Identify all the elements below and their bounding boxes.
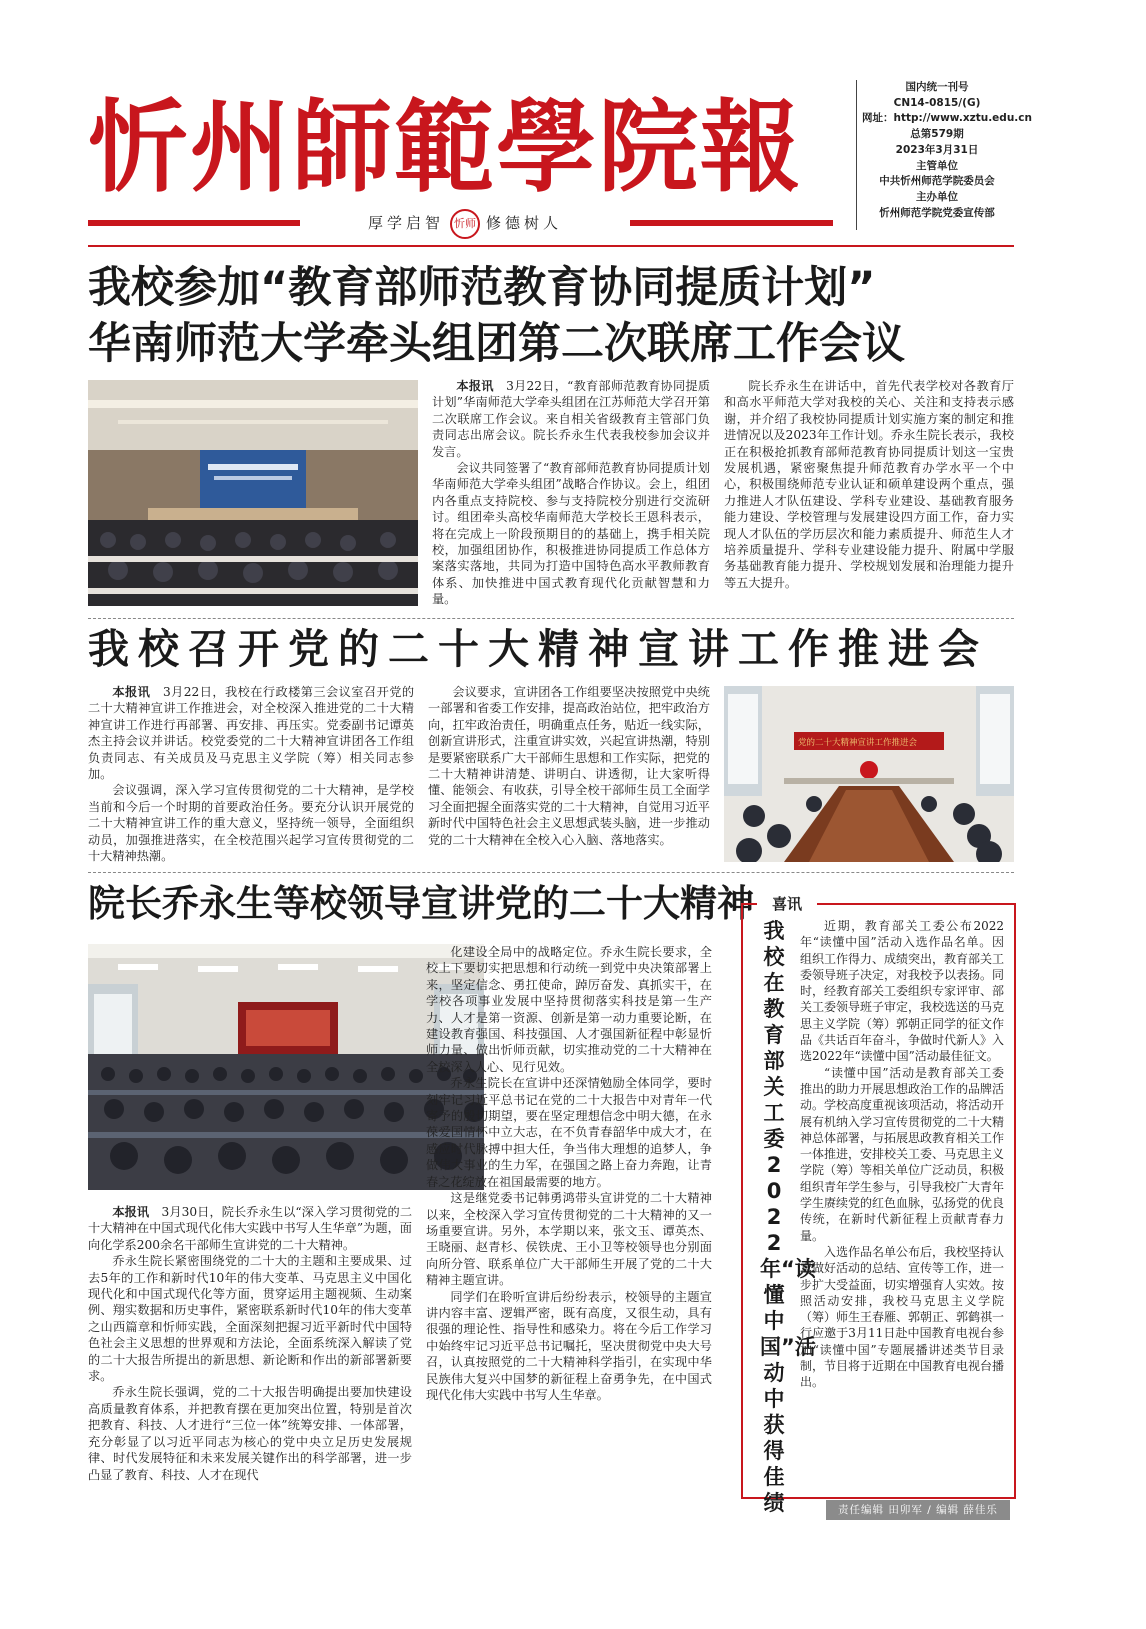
article3-paragraph: 乔永生院长在宣讲中还深情勉励全体同学，要时刻牢记习近平总书记在党的二十大报告中对青年一代寄予的殷切期望，要在坚定理想信念中明大德，在永葆爱国情怀中立大志，在不负青春韶华中成大才，在感应时代脉搏中担大任，争当伟大理想的追梦人，争做伟大事业的生力军，在强国之路上奋力奔跑，让青春之花绽放在祖国最需要的地方。 <box>426 1076 712 1189</box>
article1-column1 <box>432 378 710 610</box>
article3-paragraph: 3月30日，院长乔永生以“深入学习贯彻党的二十大精神在中国式现代化伟大实践中书写人生华章”为题，面向化学系200余名干部师生宣讲党的二十大精神。 <box>88 1205 412 1252</box>
info-divider <box>856 80 857 230</box>
meeting-banner-text: 党的二十大精神宣讲工作推进会 <box>798 738 918 748</box>
article1-paragraph: 3月22日，“教育部师范教育协同提质计划”华南师范大学牵头组团在江苏师范大学召开第二次联席工作会议。来自相关省级教育主管部门负责同志出席会议。院长乔永生代表我校参加会议并发言。 <box>432 379 710 459</box>
section-divider <box>88 618 1014 619</box>
info-line: 总第579期 <box>910 128 964 141</box>
good-news-title: 我校在教育部关工委2022年“读懂中国”活动中获得佳绩 <box>760 919 816 1515</box>
article1-column2 <box>724 378 1014 610</box>
article2-column2 <box>428 684 710 864</box>
article2-photo <box>724 686 1014 862</box>
masthead-title: 忻州師範學院報 <box>88 88 802 206</box>
article1-headline-line2: 华南师范大学牵头组团第二次联席工作会议 <box>88 319 905 369</box>
info-line: 国内统一刊号 <box>905 81 969 93</box>
info-line: 网址：http://www.xztu.edu.cn <box>862 112 1032 125</box>
info-line: CN14-0815/(G) <box>893 96 981 109</box>
motto-left: 厚学启智 <box>367 214 444 232</box>
info-line: 2023年3月31日 <box>895 143 979 156</box>
motto-right: 修德树人 <box>486 214 563 232</box>
article3-paragraph: 这是继党委书记韩勇鸿带头宣讲党的二十大精神以来，全校深入学习宣传贯彻党的二十大精神的又一场重要宣讲。另外，本学期以来，张文玉、谭英杰、王晓丽、赵青杉、侯铁虎、王小卫等校领导也分别面向所分管、联系单位广大干部师生开展了党的二十大精神主题宣讲。 <box>426 1191 712 1288</box>
article3-paragraph: 乔永生院长紧密围绕党的二十大的主题和主要成果、过去5年的工作和新时代10年的伟大变革、马克思主义中国化现代化和中国式现代化等方面，贯穿运用主题视频、生动案例、翔实数据和历史事件，紧密联系新时代10年的伟大变革之山西篇章和忻师实践，全面深刻把握习近平新时代中国特色社会主义思想的世界观和方法论，全面系统深入解读了党的二十大报告所提出的新思想、新论断和作出的新部署新要求。 <box>88 1254 412 1384</box>
article3-photo <box>88 944 484 1190</box>
good-news-text <box>800 918 1004 1488</box>
article1-photo <box>88 380 418 606</box>
article3-lead: 本报讯 <box>112 1205 150 1219</box>
article2-headline: 我校召开党的二十大精神宣讲工作推进会 <box>88 625 988 673</box>
article3-column2 <box>426 944 712 1502</box>
info-line: 中共忻州师范学院委员会 <box>879 175 995 188</box>
good-news-tag: 喜讯 <box>757 892 817 916</box>
article2-paragraph: 会议要求，宣讲团各工作组要坚决按照党中央统一部署和省委工作安排，提高政治站位，把牢政治方向，扛牢政治责任，明确重点任务，贴近一线实际，创新宣讲形式，注重宣讲实效，兴起宣讲热潮，特别是要紧密联系广大干部师生思想和工作实际，把党的二十大精神讲清楚、讲明白、讲透彻，让大家听得懂、能领会、有收获，引导全校干部师生员工全面学习全面把握全面落实党的二十大精神，自觉用习近平新时代中国特色社会主义思想武装头脑，进一步推动党的二十大精神在全校入心入脑、落地落实。 <box>428 685 710 847</box>
article2-paragraph: 3月22日，我校在行政楼第三会议室召开党的二十大精神宣讲工作推进会，对全校深入推进党的二十大精神宣讲工作进行再部署、再安排、再压实。党委副书记谭英杰主持会议并讲话。校党委党的二十大精神宣讲团各工作组负责同志、有关成员及马克思主义学院（筹）相关同志参加。 <box>88 685 414 782</box>
article3-column1 <box>88 1204 412 1502</box>
editor-credit: 责任编辑 田卯军 / 编辑 薛佳乐 <box>826 1500 1010 1520</box>
lecture-hall-photo <box>88 944 484 1190</box>
good-news-paragraph: 入选作品名单公布后，我校坚持认真做好活动的总结、宣传等工作，进一步扩大受益面，切实增强育人实效。按照活动安排，我校马克思主义学院（筹）师生王春雁、郭朝正、郭鹤祺一行应邀于3月11日赴中国教育电视台参加“读懂中国”专题展播讲述类节目录制，节目将于近期在中国教育电视台播出。 <box>800 1244 1004 1390</box>
section-divider <box>88 872 1014 873</box>
article2-paragraph: 会议强调，深入学习宣传贯彻党的二十大精神，是学校当前和今后一个时期的首要政治任务。要充分认识开展党的二十大精神宣讲工作的重大意义，坚持统一领导，全面组织动员，加强推进落实，在全校范围兴起学习宣传贯彻党的二十大精神热潮。 <box>88 783 414 864</box>
good-news-paragraph: 近期，教育部关工委公布2022年“读懂中国”活动入选作品名单。因组织工作得力、成绩突出，教育部关工委领导班子决定，对我校予以表扬。同时，经教育部关工委组织专家评审、部关工委领导班子审定，我校选送的马克思主义学院（筹）郭朝正同学的征文作品《共话百年奋斗，争做时代新人》入选2022年“读懂中国”活动最佳征文。 <box>800 919 1004 1064</box>
article3-headline: 院长乔永生等校领导宣讲党的二十大精神 <box>88 882 754 925</box>
article1-paragraph: 院长乔永生在讲话中，首先代表学校对各教育厅和高水平师范大学对我校的关心、关注和支持表示感谢，并介绍了我校协同提质计划实施方案的制定和推进情况以及2023年工作计划。乔永生院长表示，我校正在积极抢抓教育部师范教育协同提质计划这一宝贵发展机遇，紧密聚焦提升师范教育办学水平一个中心，积极围绕师范专业认证和硕单建设两个重点，强力推进人才队伍建设、学科专业建设、基础教育服务能力建设、学校管理与发展建设四方面工作，奋力实现人才队伍的学历层次和能力素质提升、师范生人才培养质量提升、学科专业建设能力提升、附属中学服务基础教育能力提升、学校规划发展和治理能力提升等五大提升。 <box>724 379 1014 590</box>
meeting-room-photo <box>724 686 1014 862</box>
conference-hall-photo <box>88 380 418 606</box>
article3-paragraph: 同学们在聆听宣讲后纷纷表示，校领导的主题宣讲内容丰富、逻辑严密，既有高度，又很生动，具有很强的理论性、指导性和感染力。将在今后工作学习中始终牢记习近平总书记嘱托，坚决贯彻党中央大号召，认真按照党的二十大精神科学指引，在实现中华民族伟大复兴中国梦的新征程上奋勇争先，在中国式现代化伟大实践中书写人生华章。 <box>426 1289 712 1402</box>
article3-paragraph: 化建设全局中的战略定位。乔永生院长要求，全校上下要切实把思想和行动统一到党中央决策部署上来，坚定信念、勇扛使命，踔厉奋发、真抓实干，在学校各项事业发展中坚持贯彻落实科技是第一生产力、人才是第一资源、创新是第一动力重要论断，在建设教育强国、科技强国、人才强国新征程中彰显忻师力量、做出忻师贡献，切实推动党的二十大精神在全校深入人心、见行见效。 <box>426 945 712 1074</box>
article1-headline-line1: 我校参加“教育部师范教育协同提质计划” <box>88 263 876 313</box>
info-line: 忻州师范学院党委宣传部 <box>879 206 995 219</box>
info-line: 主管单位 <box>916 159 958 172</box>
article2-column1 <box>88 684 414 864</box>
header-bottom-rule <box>88 245 1014 247</box>
publication-info <box>862 80 1032 221</box>
info-line: 主办单位 <box>916 190 958 203</box>
article1-paragraph: 会议共同签署了“教育部师范教育协同提质计划华南师范大学牵头组团”战略合作协议。会上，组团内各重点支持院校、参与支持院校分别进行交流研讨。组团牵头高校华南师范大学校长王恩科表示，将在完成上一阶段预期目的的基础上，携手相关院校，加强组团协作，积极推进协同提质工作总体方案落实落地，共同为打造中国特色高水平教师教育体系、加快推进中国式教育现代化贡献智慧和力量。 <box>432 461 710 607</box>
article3-paragraph: 乔永生院长强调，党的二十大报告明确提出要加快建设高质量教育体系，并把教育摆在更加突出位置，特别是首次把教育、科技、人才进行“三位一体”统筹安排、一体部署，充分彰显了以习近平同志为核心的党中央立足历史发展规律、时代发展特征和未来发展关键作出的科学部署，进一步凸显了教育、科技、人才在现代 <box>88 1385 412 1482</box>
school-seal-icon: 忻师 <box>450 209 480 239</box>
article2-lead: 本报讯 <box>112 685 151 699</box>
good-news-paragraph: “读懂中国”活动是教育部关工委推出的助力开展思想政治工作的品牌活动。学校高度重视该项活动，将活动开展有机纳入学习宣传贯彻党的二十大精神总体部署，与拓展思政教育相关工作一体推进，安排校关工委、马克思主义学院（筹）等相关单位广泛动员，积极组织青年学生参与，引导我校广大青年学生赓续党的红色血脉，弘扬党的优良传统，在新时代新征程上贡献青春力量。 <box>800 1065 1004 1243</box>
article1-lead: 本报讯 <box>456 379 494 393</box>
motto <box>300 208 630 238</box>
